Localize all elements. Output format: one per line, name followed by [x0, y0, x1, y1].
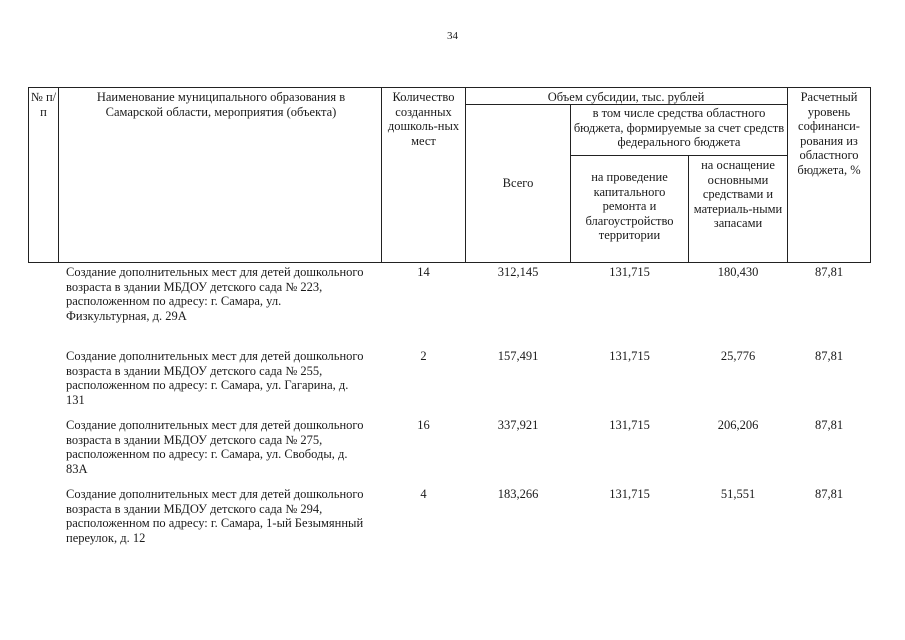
row-total: 312,145 [497, 265, 539, 279]
header-border-top [28, 87, 870, 88]
header-border-v1 [28, 87, 29, 263]
row-repair: 131,715 [609, 418, 650, 432]
header-repair: на проведение капитального ремонта и благоустройство территории [585, 170, 674, 242]
row-places: 4 [420, 487, 427, 501]
row-places: 16 [417, 418, 430, 432]
row-places: 14 [417, 265, 430, 279]
row-name: Создание дополнительных мест для детей дошкольного возраста в здании МБДОУ детского сада № 294, расположенном по адресу: г. Самара, 1-ый Безымянный переулок, д. 12 [66, 487, 364, 545]
header-border-v6 [688, 155, 689, 263]
row-total: 337,921 [497, 418, 539, 432]
row-level: 87,81 [814, 418, 844, 432]
row-equip: 180,430 [717, 265, 759, 279]
header-border-v4 [465, 87, 466, 263]
header-border-federal [570, 155, 787, 156]
row-name: Создание дополнительных мест для детей дошкольного возраста в здании МБДОУ детского сада № 223, расположенном по адресу: г. Самара, ул. Физкультурная, д. 29А [66, 265, 364, 323]
row-places: 2 [420, 349, 427, 363]
row-total: 157,491 [497, 349, 539, 363]
header-border-v7 [787, 87, 788, 263]
header-equip: на оснащение основными средствами и материаль-ными запасами [693, 158, 783, 230]
header-num: № п/п [30, 90, 57, 119]
header-name: Наименование муниципального образования в Самарской области, мероприятия (объекта) [96, 90, 346, 119]
header-places: Количество созданных дошколь-ных мест [387, 90, 460, 148]
row-repair: 131,715 [609, 487, 650, 501]
row-name: Создание дополнительных мест для детей дошкольного возраста в здании МБДОУ детского сада № 275, расположенном по адресу: г. Самара, ул. Свободы, д. 83А [66, 418, 364, 476]
row-equip: 25,776 [720, 349, 756, 363]
header-total: Всего [502, 176, 534, 190]
row-repair: 131,715 [609, 265, 650, 279]
page-number: 34 [447, 30, 458, 42]
row-level: 87,81 [814, 265, 844, 279]
row-equip: 206,206 [717, 418, 759, 432]
row-level: 87,81 [814, 487, 844, 501]
row-repair: 131,715 [609, 349, 650, 363]
header-subsidy: Объем субсидии, тыс. рублей [547, 90, 705, 104]
row-name: Создание дополнительных мест для детей дошкольного возраста в здании МБДОУ детского сада № 255, расположенном по адресу: г. Самара, ул. Гагарина, д. 131 [66, 349, 364, 407]
header-border-v8 [870, 87, 871, 263]
row-total: 183,266 [497, 487, 539, 501]
row-level: 87,81 [814, 349, 844, 363]
row-equip: 51,551 [720, 487, 756, 501]
header-border-v3 [381, 87, 382, 263]
header-border-v2 [58, 87, 59, 263]
header-level: Расчетный уровень софинанси-рования из областного бюджета, % [797, 90, 861, 177]
header-border-bottom [28, 262, 870, 263]
header-federal: в том числе средства областного бюджета, формируемые за счет средств федерального бюджета [573, 106, 785, 149]
